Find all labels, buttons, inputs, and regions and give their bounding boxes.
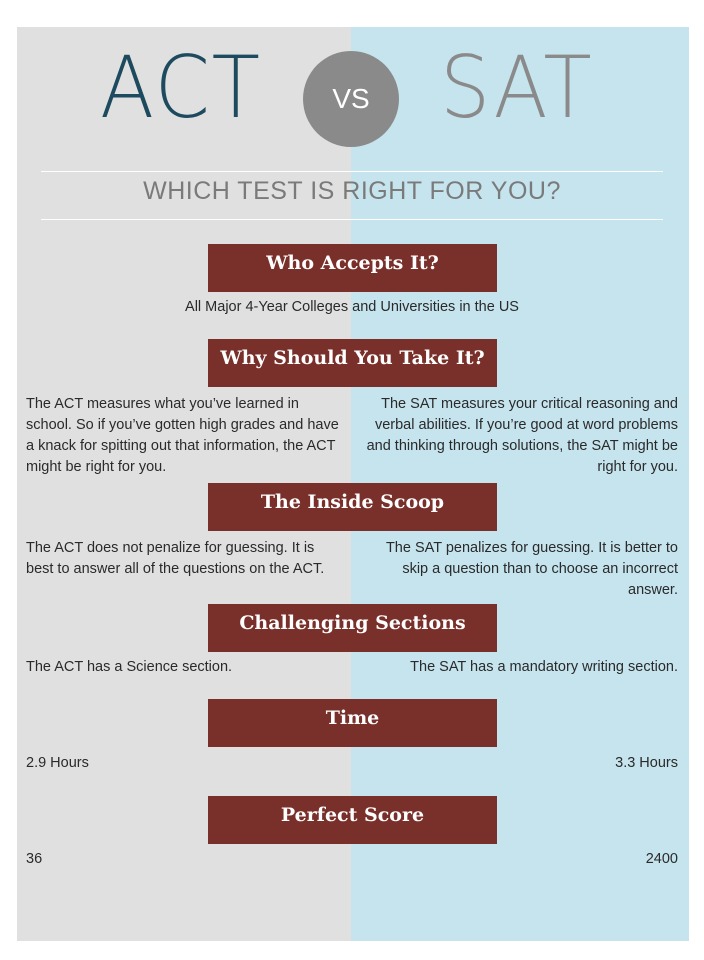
section-heading-who-accepts: Who Accepts It? xyxy=(208,244,497,292)
act-time-value: 2.9 Hours xyxy=(26,755,89,771)
page-subtitle: WHICH TEST IS RIGHT FOR YOU? xyxy=(143,177,561,205)
act-scoop-text: The ACT does not penalize for guessing. It is best to answer all of the questions on the ACT. xyxy=(26,540,325,577)
sat-time-value: 3.3 Hours xyxy=(615,755,678,771)
who-accepts-text: All Major 4-Year Colleges and Universities in the US xyxy=(185,299,519,315)
section-heading-challenging: Challenging Sections xyxy=(208,604,497,652)
act-why-text: The ACT measures what you’ve learned in school. So if you’ve gotten high grades and have a knack for spitting out that information, the ACT might be right for you. xyxy=(26,396,339,475)
top-divider xyxy=(41,171,663,172)
section-heading-inside-scoop: The Inside Scoop xyxy=(208,483,497,531)
section-heading-time: Time xyxy=(208,699,497,747)
sat-scoop-text: The SAT penalizes for guessing. It is better to skip a question than to choose an incorrect answer. xyxy=(385,540,678,598)
sat-title: SAT xyxy=(440,38,594,138)
act-challenging-text: The ACT has a Science section. xyxy=(26,659,233,675)
section-heading-perfect-score: Perfect Score xyxy=(208,796,497,844)
sat-challenging-text: The SAT has a mandatory writing section. xyxy=(410,659,678,675)
act-title: ACT xyxy=(100,38,262,138)
sat-perfect-score-value: 2400 xyxy=(645,851,678,867)
sat-why-text: The SAT measures your critical reasoning and verbal abilities. If you’re good at word problems and thinking through solutions, the SAT might be right for you. xyxy=(366,396,678,475)
act-perfect-score-value: 36 xyxy=(26,851,43,867)
vs-badge: VS xyxy=(303,51,399,147)
section-heading-why-take: Why Should You Take It? xyxy=(208,339,497,387)
bottom-divider xyxy=(41,219,663,220)
